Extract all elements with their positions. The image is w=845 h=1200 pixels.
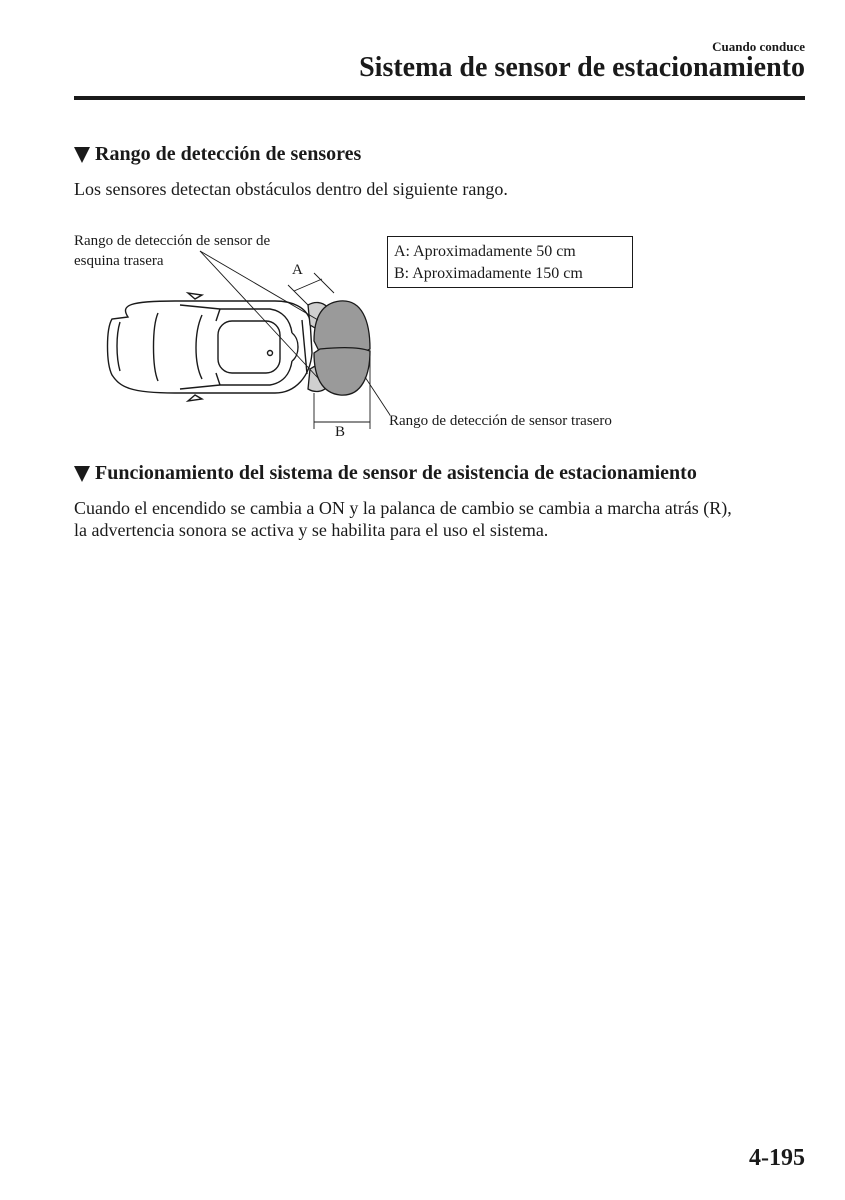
dimension-a-label: A: [292, 262, 303, 278]
title-rule: [74, 96, 805, 100]
rear-range-label: Rango de detección de sensor trasero: [389, 413, 612, 429]
page-number: 4-195: [749, 1145, 805, 1171]
section-heading-text: Rango de detección de sensores: [95, 143, 362, 165]
operation-text-line2: la advertencia sonora se activa y se habilita para el uso el sistema.: [74, 520, 549, 540]
corner-range-label: [74, 231, 270, 271]
corner-range-label-line2: esquina trasera: [74, 253, 164, 269]
detection-range-text: Los sensores detectan obstáculos dentro del siguiente rango.: [74, 179, 508, 199]
rear-zone-upper: [314, 301, 370, 354]
car-top-view-icon: [108, 293, 313, 401]
page-title: Sistema de sensor de estacionamiento: [359, 52, 805, 83]
rear-detection-zones: [308, 301, 370, 395]
section-heading-detection-range: [74, 143, 361, 166]
section-heading-operation: [74, 462, 697, 485]
legend-a: A: Aproximadamente 50 cm: [394, 243, 576, 260]
triangle-bullet-icon: [74, 147, 90, 163]
legend-b: B: Aproximadamente 150 cm: [394, 265, 583, 282]
dimension-b-label: B: [335, 424, 346, 440]
corner-range-label-line1: Rango de detección de sensor de: [74, 233, 271, 249]
triangle-bullet-icon: [74, 466, 90, 482]
distance-legend: [387, 236, 633, 288]
sensor-range-diagram: [70, 225, 670, 445]
operation-text-line1: Cuando el encendido se cambia a ON y la palanca de cambio se cambia a marcha atrás (R),: [74, 498, 732, 518]
section-heading-text: Funcionamiento del sistema de sensor de asistencia de estacionamiento: [95, 462, 697, 484]
chapter-label: Cuando conduce: [712, 39, 805, 54]
